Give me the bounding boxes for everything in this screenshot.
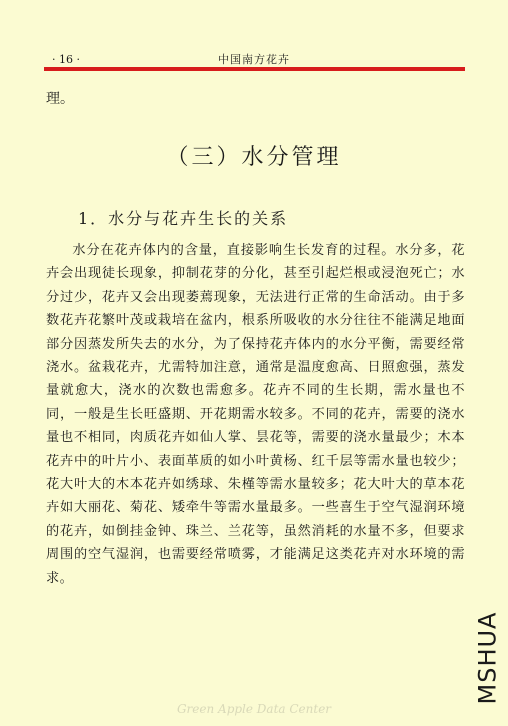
subsection-title: 1．水分与花卉生长的关系	[78, 209, 289, 228]
running-title: 中国南方花卉	[218, 53, 290, 66]
page-header	[44, 52, 464, 68]
bottom-watermark: Green Apple Data Center	[176, 702, 332, 716]
body-text	[46, 239, 465, 590]
side-watermark	[472, 604, 502, 712]
side-watermark-text: MSHUA	[473, 611, 502, 705]
body-paragraph: 水分在花卉体内的含量，直接影响生长发育的过程。水分多，花卉会出现徒长现象，抑制花芽的分化，甚至引起烂根或浸泡死亡；水分过少，花卉又会出现萎蔫现象，无法进行正常的生命活动。由于多数花卉花繁叶茂或栽培在盆内，根系所吸收的水分往往不能满足地面部分因蒸发所失去的水分，为了保持花卉体内的水分平衡，需要经常浇水。盆栽花卉，尤需特加注意，通常是温度愈高、日照愈强，蒸发量就愈大，浇水的次数也需愈多。花卉不同的生长期，需水量也不同，一般是生长旺盛期、开花期需水较多。不同的花卉，需要的浇水量也不相同，肉质花卉如仙人掌、昙花等，需要的浇水量最少；木本花卉中的叶片小、表面革质的如小叶黄杨、红千层等需水量也较少；花大叶大的木本花卉如绣球、朱槿等需水量较多；花大叶大的草本花卉如大丽花、菊花、矮牵牛等需水量最多。一些喜生于空气湿润环境的花卉，如倒挂金钟、珠兰、兰花等，虽然消耗的水量不多，但要求周围的空气湿润，也需要经常喷雾，才能满足这类花卉对水环境的需求。	[46, 243, 465, 586]
header-rule	[44, 67, 465, 71]
section-title: （三）水分管理	[166, 145, 342, 170]
continued-text: 理。	[46, 91, 74, 107]
page-number: · 16 ·	[52, 53, 80, 66]
